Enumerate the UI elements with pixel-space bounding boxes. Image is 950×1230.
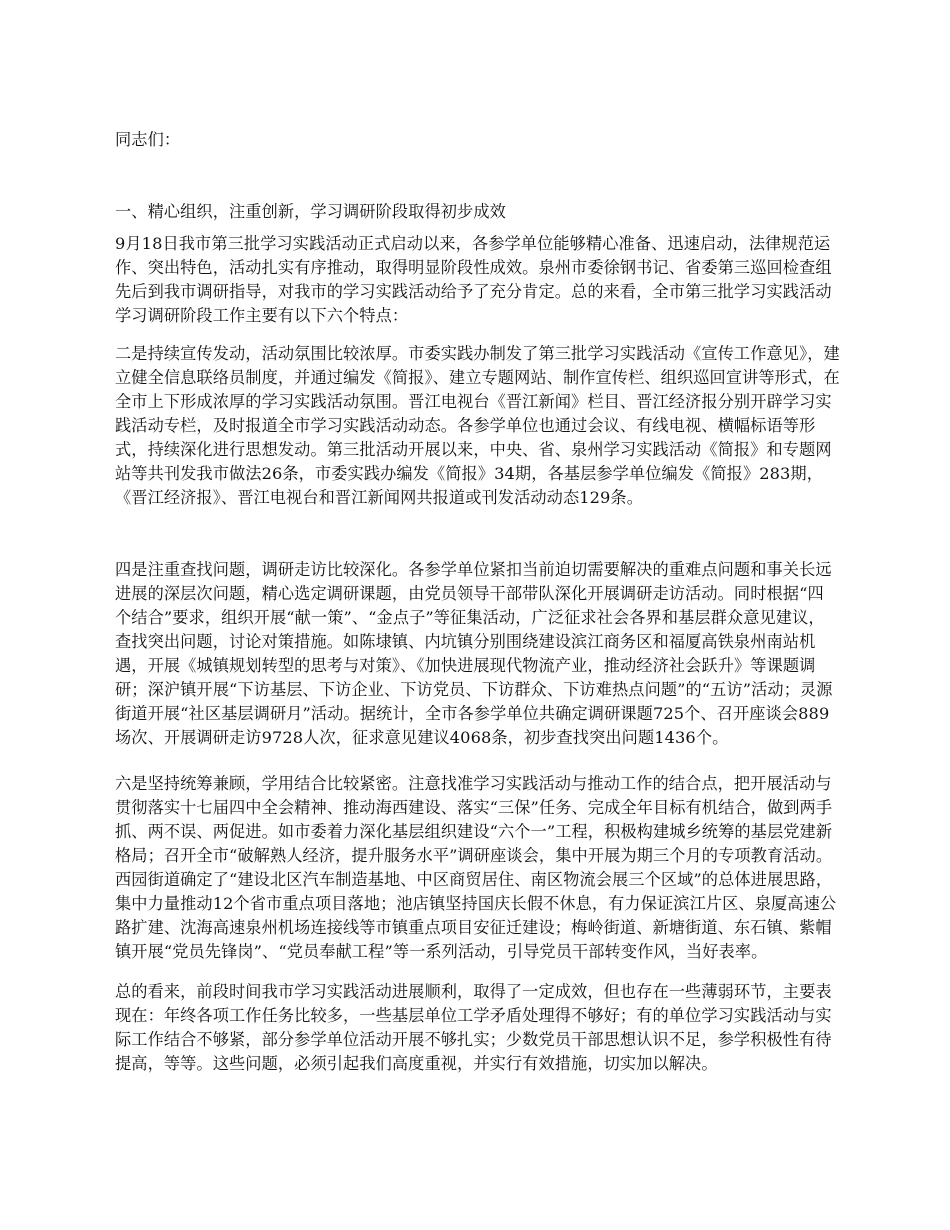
paragraph-publicity: 二是持续宣传发动，活动氛围比较浓厚。市委实践办制发了第三批学习实践活动《宣传工作意见》，建立健全信息联络员制度，并通过编发《简报》、建立专题网站、制作宣传栏、组织巡回宣讲等形式，在全市上下形成浓厚的学习实践活动氛围。晋江电视台《晋江新闻》栏目、晋江经济报分别开辟学习实践活动专栏，及时报道全市学习实践活动动态。各参学单位也通过会议、有线电视、横幅标语等形式，持续深化进行思想发动。第三批活动开展以来，中央、省、泉州学习实践活动《简报》和专题网站等共刊发我市做法26条，市委实践办编发《简报》34期，各基层参学单位编发《简报》283期，《晋江经济报》、晋江电视台和晋江新闻网共报道或刊发活动动态129条。 — [115, 344, 840, 507]
paragraph-summary: 总的看来，前段时间我市学习实践活动进展顺利，取得了一定成效，但也存在一些薄弱环节，主要表现在：年终各项工作任务比较多，一些基层单位工学矛盾处理得不够好；有的单位学习实践活动与实际工作结合不够紧，部分参学单位活动开展不够扎实；少数党员干部思想认识不足，参学积极性有待提高，等等。这些问题，必须引起我们高度重视，并实行有效措施，切实加以解决。 — [115, 982, 832, 1073]
paragraph-coordination: 六是坚持统筹兼顾，学用结合比较紧密。注意找准学习实践活动与推动工作的结合点，把开展活动与贯彻落实十七届四中全会精神、推动海西建设、落实“三保”任务、完成全年目标有机结合，做到两手抓、两不误、两促进。如市委着力深化基层组织建设“六个一”工程，积极构建城乡统筹的基层党建新格局；召开全市“破解熟人经济，提升服务水平”调研座谈会，集中开展为期三个月的专项教育活动。西园街道确定了“建设北区汽车制造基地、中区商贸居住、南区物流会展三个区域”的总体进展思路，集中力量推动12个省市重点项目落地；池店镇坚持国庆长假不休息，有力保证滨江片区、泉厦高速公路扩建、沈海高速泉州机场连接线等市镇重点项目安征迁建设；梅岭街道、新塘街道、东石镇、紫帽镇开展“党员先锋岗”、“党员奉献工程”等一系列活动，引导党员干部转变作风，当好表率。 — [115, 774, 837, 961]
salutation: 同志们： — [115, 130, 181, 149]
section-heading: 一、精心组织，注重创新，学习调研阶段取得初步成效 — [115, 202, 506, 221]
paragraph-intro: 9月18日我市第三批学习实践活动正式启动以来，各参学单位能够精心准备、迅速启动，法律规范运作、突出特色，活动扎实有序推动，取得明显阶段性成效。泉州市委徐钢书记、省委第三巡回检查组先后到我市调研指导，对我市的学习实践活动给予了充分肯定。总的来看，全市第三批学习实践活动学习调研阶段工作主要有以下六个特点： — [115, 234, 832, 325]
paragraph-research: 四是注重查找问题，调研走访比较深化。各参学单位紧扣当前迫切需要解决的重难点问题和事关长远进展的深层次问题，精心选定调研课题，由党员领导干部带队深化开展调研走访活动。同时根据“四个结合”要求，组织开展“献一策”、“金点子”等征集活动，广泛征求社会各界和基层群众意见建议，查找突出问题，讨论对策措施。如陈埭镇、内坑镇分别围绕建设滨江商务区和福厦高铁泉州南站机遇，开展《城镇规划转型的思考与对策》、《加快进展现代物流产业，推动经济社会跃升》等课题调研；深沪镇开展“下访基层、下访企业、下访党员、下访群众、下访难热点问题”的“五访”活动；灵源街道开展“社区基层调研月”活动。据统计，全市各参学单位共确定调研课题725个、召开座谈会889场次、开展调研走访9728人次，征求意见建议4068条，初步查找突出问题1436个。 — [115, 560, 833, 747]
